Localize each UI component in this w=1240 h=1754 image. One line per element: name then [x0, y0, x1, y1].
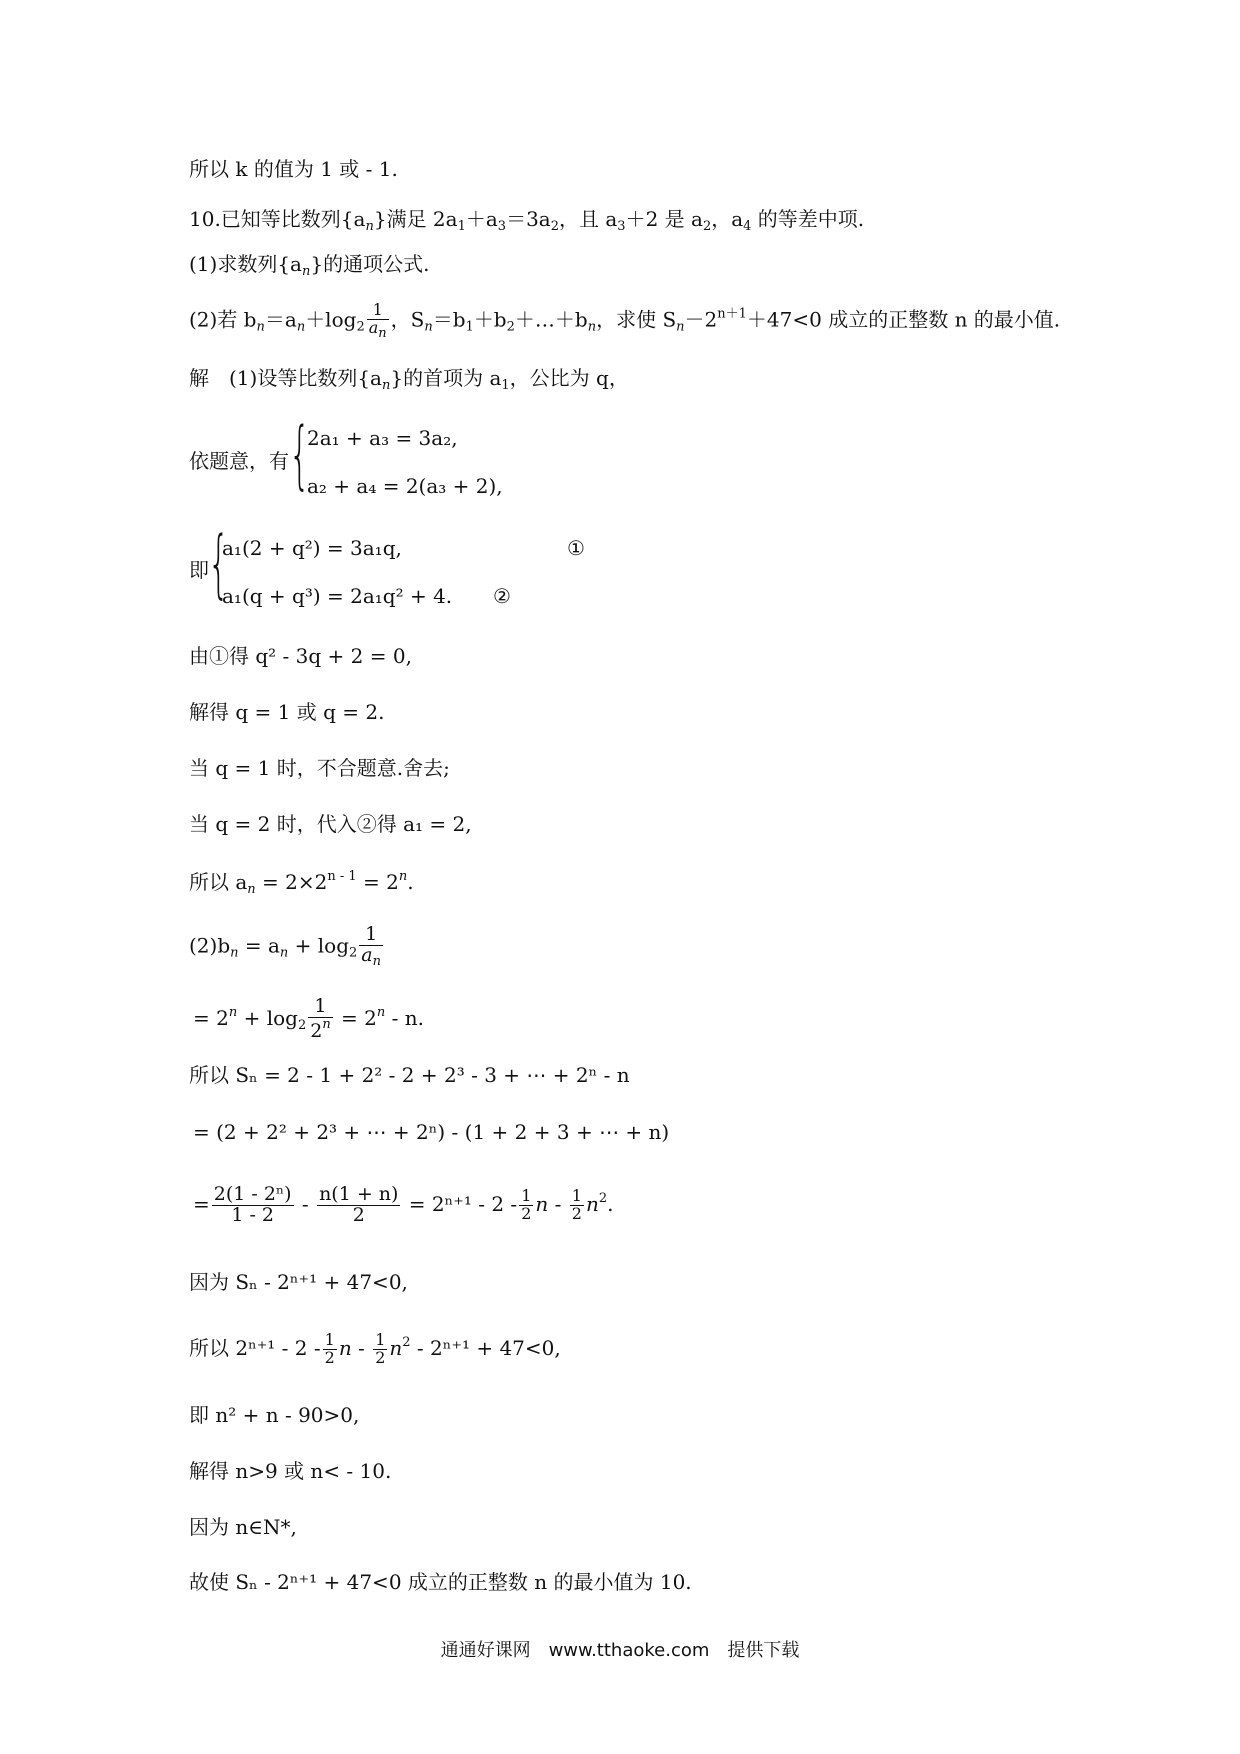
text-line: = $\frac{\text{2(1 - 2ⁿ)}}{1 - 2}$ - $\frac{n(1 + n)}{2}$ = 2ⁿ⁺¹ - 2 - $\frac{1}{2}$ n - $\frac{1}{2}$ $n^2$. [193, 1183, 614, 1226]
text-ji: 即 [189, 558, 209, 582]
fraction: $\frac{1}{a_n}$ [368, 300, 387, 341]
solution-intro: 解 (1)设等比数列$\{a_n\}$的首项为 $a_1$，公比为 q， [189, 366, 629, 393]
text-line: 即 n² + n - 90>0, [189, 1403, 360, 1427]
text-line: $(2)b_n = a_n + \log_2$ $\frac{1}{a_n}$ [189, 923, 381, 969]
equation: a₁(2 + q²) = 3a₁q, [222, 536, 402, 560]
text-line: = (2 + 2² + 2³ + ⋯ + 2ⁿ) - (1 + 2 + 3 + ⋯ + n) [193, 1120, 670, 1144]
text-line: 由①得 q² - 3q + 2 = 0, [189, 644, 412, 668]
fraction: $\frac{1}{2}$ [375, 1330, 386, 1367]
question-10-part1: (1)求数列$\{a_n\}$的通项公式. [189, 252, 430, 279]
equation: 2a₁ + a₃ = 3a₂, [307, 426, 458, 450]
text-line: 当 q = 2 时，代入②得 a₁ = 2, [189, 812, 472, 836]
text-yitiyi: 依题意，有 [189, 449, 289, 473]
text-line: 当 q = 1 时，不合题意.舍去; [189, 756, 450, 780]
text-line: 解得 n>9 或 n< - 10. [189, 1459, 392, 1483]
fraction: $\frac{1}{2}$ [571, 1186, 582, 1223]
fraction: $\frac{1}{2^n}$ [310, 995, 331, 1042]
text-line: = $2^n + \log_2$ $\frac{1}{2^n}$ = $2^n$ - n. [193, 995, 424, 1042]
equation: a₁(q + q³) = 2a₁q² + 4. [222, 584, 453, 608]
circled-marker: ① [567, 536, 585, 560]
text-line: 所以 Sₙ = 2 - 1 + 2² - 2 + 2³ - 3 + ⋯ + 2ⁿ - n [189, 1063, 630, 1087]
conclusion: 故使 Sₙ - 2ⁿ⁺¹ + 47<0 成立的正整数 n 的最小值为 10. [189, 1570, 692, 1594]
text-line: 所以 2ⁿ⁺¹ - 2 - $\frac{1}{2}$ n - $\frac{1}{2}$ $n^2 - 2^{n+1} + 47<0$, [189, 1330, 561, 1367]
fraction: $\frac{\text{2(1 - 2ⁿ)}}{1 - 2}$ [213, 1183, 292, 1226]
footer: 通通好课网 www.tthaoke.com 提供下载 [440, 1640, 800, 1661]
text-line: 所以 k 的值为 1 或 - 1. [189, 157, 398, 181]
equation: a₂ + a₄ = 2(a₃ + 2), [307, 474, 503, 498]
fraction: $\frac{n(1 + n)}{2}$ [319, 1183, 399, 1226]
circled-marker: ② [493, 584, 511, 608]
text-line: 因为 n∈N*, [189, 1515, 297, 1539]
text-line: 所以 $a_n = 2\times 2^{n - 1} = 2^n$. [189, 869, 414, 897]
brace-icon: { [208, 521, 230, 607]
text-line: 解得 q = 1 或 q = 2. [189, 700, 385, 724]
text-line: 因为 Sₙ - 2ⁿ⁺¹ + 47<0, [189, 1270, 408, 1294]
fraction: $\frac{1}{a_n}$ [361, 923, 381, 969]
question-10-intro: 10.已知等比数列$\{a_n\}$满足 $2a_1+a_3=3a_2$，且 $a_3+2$ 是 $a_2$，$a_4$ 的等差中项. [189, 207, 865, 234]
question-10-part2: (2)若 $b_n=a_n+\log_2$ $\frac{1}{a_n}$ ，$S_n=b_1+b_2+\dots+b_n$，求使 $S_n-2^{n+1}+47<0$ 成立的正整数 n 的最小值. [189, 300, 1061, 341]
brace-icon: { [289, 412, 311, 498]
fraction: $\frac{1}{2}$ [324, 1330, 335, 1367]
fraction: $\frac{1}{2}$ [521, 1186, 532, 1223]
